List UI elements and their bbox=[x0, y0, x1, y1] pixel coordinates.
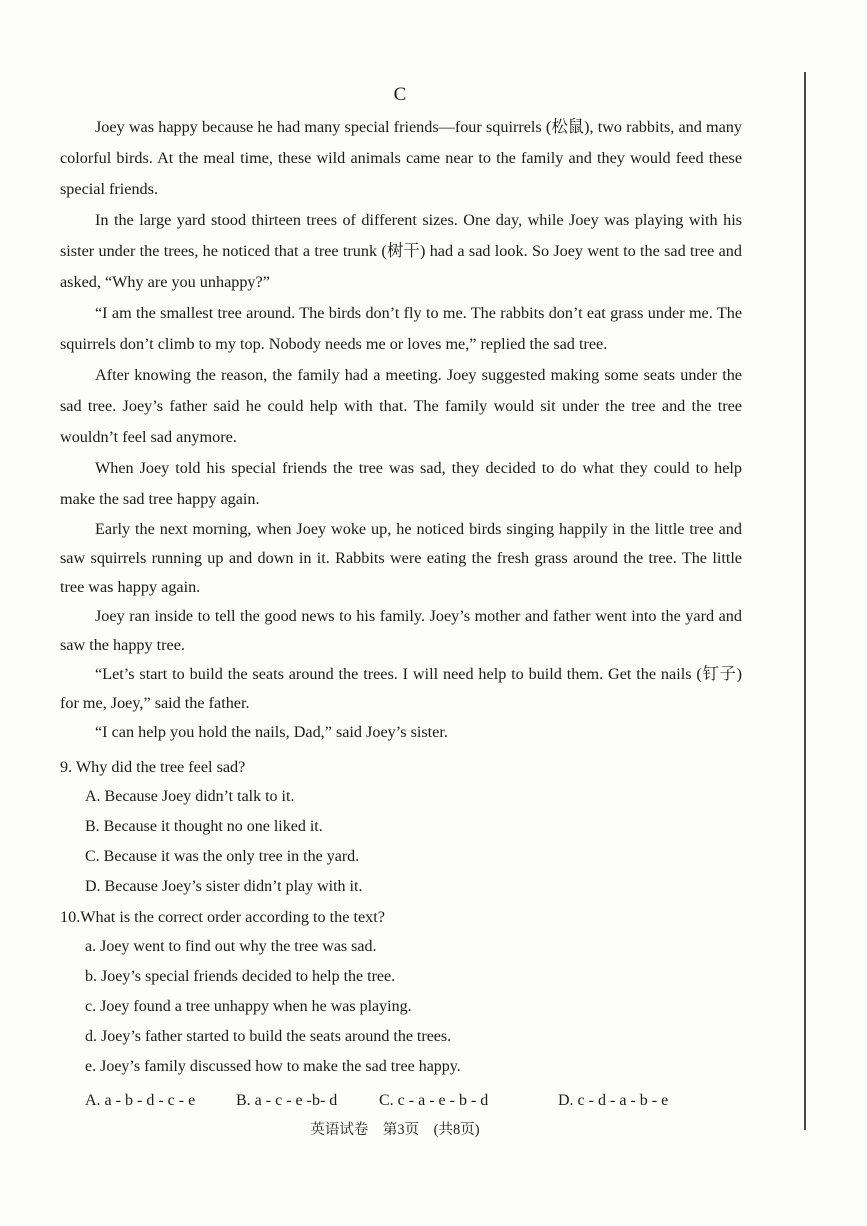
question-stem: 9. Why did the tree feel sad? bbox=[60, 758, 246, 776]
passage-paragraph: When Joey told his special friends the tree was sad, they decided to do what they could to help make the sad tree happy again. bbox=[60, 459, 742, 508]
order-item: c. Joey found a tree unhappy when he was playing. bbox=[85, 998, 412, 1015]
order-item: b. Joey’s special friends decided to help the tree. bbox=[85, 968, 396, 985]
passage-paragraph: Joey ran inside to tell the good news to his family. Joey’s mother and father went into the yard and saw the happy tree. bbox=[60, 607, 742, 654]
answer-choice-a: A. a - b - d - c - e bbox=[85, 1092, 196, 1109]
order-item: a. Joey went to find out why the tree was sad. bbox=[85, 938, 377, 955]
question-stem: 10.What is the correct order according to the text? bbox=[60, 908, 385, 926]
passage-paragraph: “I can help you hold the nails, Dad,” said Joey’s sister. bbox=[95, 723, 448, 741]
answer-option: C. Because it was the only tree in the yard. bbox=[85, 848, 360, 865]
passage-paragraph: “I am the smallest tree around. The birds don’t fly to me. The rabbits don’t eat grass under me. The squirrels don’t climb to my top. Nobody needs me or loves me,” replied the sad tree. bbox=[60, 304, 742, 353]
question-list bbox=[60, 752, 760, 1082]
question-9 bbox=[60, 752, 760, 902]
order-item: d. Joey’s father started to build the seats around the trees. bbox=[85, 1028, 452, 1045]
answer-choice-d: D. c - d - a - b - e bbox=[558, 1092, 669, 1109]
page-edge-line bbox=[804, 72, 806, 1130]
passage-paragraph: “Let’s start to build the seats around the trees. I will need help to build them. Get the nails (钉子) for me, Joey,” said the father. bbox=[60, 665, 742, 712]
passage-paragraph: Joey was happy because he had many special friends—four squirrels (松鼠), two rabbits, and many colorful birds. At the meal time, these wild animals came near to the family and they would feed these special friends. bbox=[60, 118, 742, 198]
answer-option: B. Because it thought no one liked it. bbox=[85, 818, 323, 835]
order-item: e. Joey’s family discussed how to make the sad tree happy. bbox=[85, 1058, 461, 1075]
passage-paragraph: Early the next morning, when Joey woke up, he noticed birds singing happily in the little tree and saw squirrels running up and down in it. Rabbits were eating the fresh grass around the tree. The little tree was happy again. bbox=[60, 520, 742, 596]
answer-option: A. Because Joey didn’t talk to it. bbox=[85, 788, 295, 805]
answer-option: D. Because Joey’s sister didn’t play with it. bbox=[85, 878, 363, 895]
passage-paragraph: In the large yard stood thirteen trees of different sizes. One day, while Joey was playing with his sister under the trees, he noticed that a tree trunk (树干) had a sad look. So Joey went to the sad tree and asked, “Why are you unhappy?” bbox=[60, 211, 742, 291]
answer-choices-row bbox=[85, 1086, 705, 1116]
page-footer: 英语试卷 第3页 (共8页) bbox=[310, 1122, 480, 1138]
answer-choice-b: B. a - c - e -b- d bbox=[236, 1092, 338, 1109]
answer-choice-c: C. c - a - e - b - d bbox=[379, 1092, 489, 1109]
passage-paragraph: After knowing the reason, the family had a meeting. Joey suggested making some seats under the sad tree. Joey’s father said he could help with that. The family would sit under the tree and the tree wouldn’t feel sad anymore. bbox=[60, 366, 742, 446]
question-10 bbox=[60, 902, 760, 1082]
section-heading: C bbox=[393, 84, 407, 105]
reading-passage bbox=[60, 112, 742, 747]
